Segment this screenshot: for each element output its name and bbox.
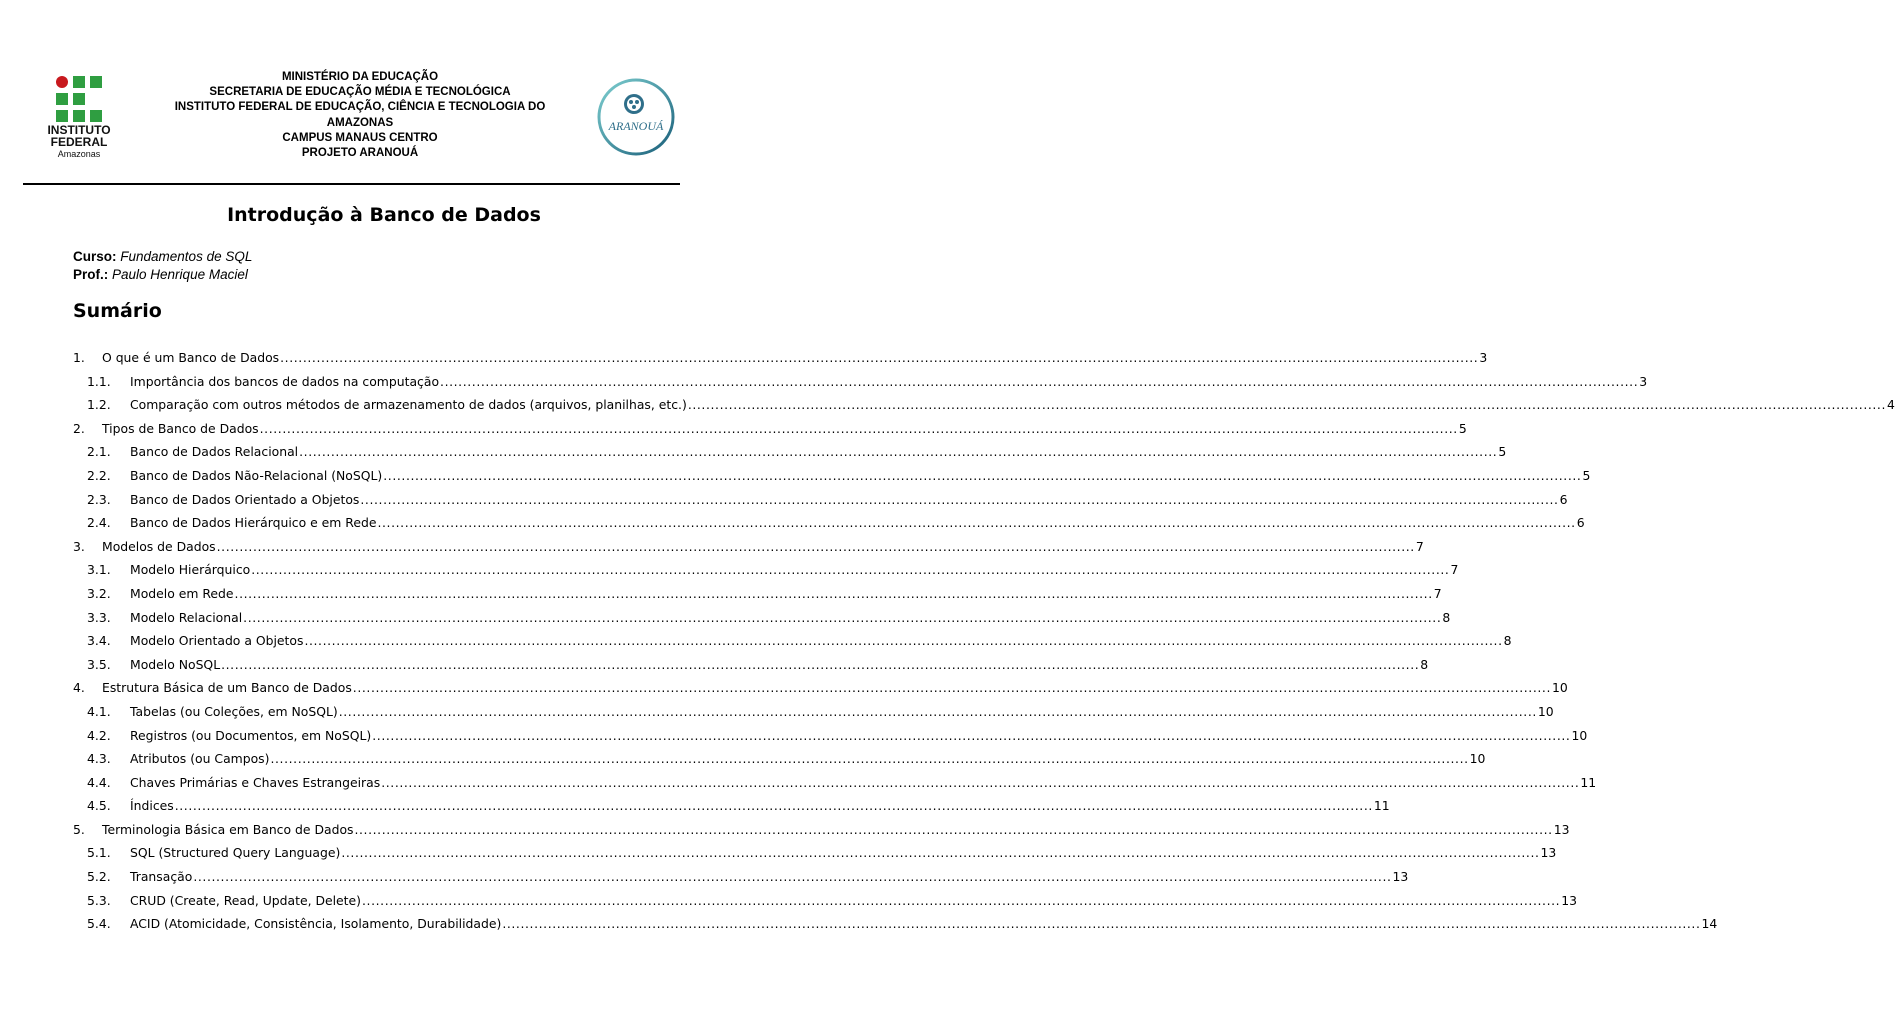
heading-line: SECRETARIA DE EDUCAÇÃO MÉDIA E TECNOLÓGICA	[209, 86, 511, 99]
toc-entry-page: 8	[1442, 609, 1451, 625]
toc-entry-page: 10	[1469, 751, 1486, 767]
toc-leader-dots	[235, 586, 1433, 601]
toc-entry[interactable]	[73, 585, 1442, 610]
toc-entry[interactable]	[73, 751, 1486, 775]
toc-entry-number: 4.2.	[87, 727, 111, 743]
toc-leader-dots	[372, 728, 1570, 743]
toc-entry-number: 1.	[73, 350, 85, 365]
toc-entry-page: 3	[1639, 373, 1648, 389]
toc-leader-dots	[377, 515, 1575, 530]
course-info	[73, 248, 252, 284]
course-line	[73, 248, 252, 266]
toc-entry-number: 3.	[73, 538, 85, 554]
toc-entry-label: SQL (Structured Query Language)	[130, 845, 341, 861]
toc-leader-dots	[362, 893, 1560, 908]
toc-entry-page: 5	[1458, 420, 1467, 436]
toc-entry-page: 6	[1576, 515, 1585, 531]
toc-entry[interactable]	[73, 633, 1512, 657]
toc-leader-dots	[440, 374, 1638, 389]
toc-leader-dots	[502, 916, 1700, 931]
toc-leader-dots	[175, 798, 1373, 813]
toc-entry[interactable]	[73, 869, 1409, 893]
heading-line: INSTITUTO FEDERAL DE EDUCAÇÃO, CIÊNCIA E TECNOLOGIA DO	[174, 101, 546, 114]
toc-entry-label: Atributos (ou Campos)	[130, 751, 270, 767]
toc-entry-page: 13	[1540, 845, 1557, 861]
toc-entry-number: 3.3.	[87, 609, 111, 625]
professor-value: Paulo Henrique Maciel	[112, 267, 248, 282]
toc-entry-number: 4.4.	[87, 774, 111, 790]
toc-entry[interactable]	[73, 397, 1895, 421]
document-header	[0, 0, 768, 185]
toc-entry-number: 4.1.	[87, 703, 111, 719]
toc-entry-label: Terminologia Básica em Banco de Dados	[102, 821, 354, 837]
toc-entry[interactable]	[73, 656, 1429, 681]
header-divider	[23, 183, 680, 185]
toc-entry-page: 7	[1415, 538, 1424, 554]
toc-entry-number: 4.3.	[87, 751, 111, 767]
toc-entry-label: Modelo em Rede	[130, 585, 234, 601]
toc-entry-page: 7	[1433, 585, 1442, 601]
toc-leader-dots	[383, 468, 1581, 483]
toc-entry-number: 5.4.	[87, 916, 111, 932]
toc-entry-page: 5	[1582, 467, 1591, 483]
toc-entry-page: 8	[1503, 633, 1512, 649]
toc-entry-page: 7	[1450, 562, 1459, 578]
toc-entry-label: Índices	[130, 798, 174, 814]
toc-entry-label: Banco de Dados Relacional	[130, 444, 299, 460]
toc-leader-dots	[299, 444, 1497, 459]
toc-entry-page: 10	[1537, 703, 1554, 719]
toc-entry[interactable]	[73, 916, 1718, 940]
heading-line: AMAZONAS	[326, 116, 394, 129]
toc-entry-label: Banco de Dados Hierárquico e em Rede	[130, 515, 377, 531]
toc-entry-page: 14	[1701, 916, 1718, 932]
toc-entry[interactable]	[73, 821, 1570, 846]
document-title: Introdução à Banco de Dados	[227, 204, 541, 226]
toc-entry-page: 8	[1420, 656, 1429, 672]
toc-entry[interactable]	[73, 609, 1451, 634]
toc-entry[interactable]	[73, 798, 1390, 822]
toc-entry-label: Registros (ou Documentos, em NoSQL)	[130, 727, 372, 743]
toc-leader-dots	[193, 869, 1391, 884]
toc-entry-number: 4.5.	[87, 798, 111, 814]
toc-leader-dots	[688, 397, 1886, 412]
toc-entry-label: Tipos de Banco de Dados	[102, 420, 259, 436]
if-logo-grid-icon	[56, 76, 102, 122]
toc-leader-dots	[341, 845, 1539, 860]
toc-entry-number: 3.5.	[87, 656, 111, 672]
aranoua-logo-text: ARANOUÁ	[608, 119, 664, 133]
toc-entry[interactable]	[73, 703, 1554, 728]
toc-leader-dots	[304, 633, 1502, 648]
toc-entry-label: ACID (Atomicidade, Consistência, Isolamento, Durabilidade)	[130, 916, 502, 932]
toc-entry-label: Comparação com outros métodos de armazenamento de dados (arquivos, planilhas, etc.)	[130, 397, 687, 413]
toc-entry-label: Estrutura Básica de um Banco de Dados	[102, 680, 352, 696]
toc-entry-label: Tabelas (ou Coleções, em NoSQL)	[130, 703, 338, 719]
toc-leader-dots	[360, 492, 1558, 507]
heading-line: MINISTÉRIO DA EDUCAÇÃO	[281, 71, 439, 83]
toc-entry-label: Transação	[130, 869, 193, 885]
toc-entry-number: 5.3.	[87, 892, 111, 908]
toc-leader-dots	[381, 775, 1579, 790]
toc-entry-page: 3	[1479, 350, 1488, 365]
if-logo-line3: Amazonas	[57, 149, 101, 159]
toc-entry[interactable]	[73, 373, 1648, 398]
toc-entry[interactable]	[73, 538, 1424, 563]
toc-entry-label: Modelo Hierárquico	[130, 562, 251, 578]
heading-line: PROJETO ARANOUÁ	[301, 147, 419, 160]
toc-entry-number: 2.2.	[87, 467, 111, 483]
toc-entry-label: Chaves Primárias e Chaves Estrangeiras	[130, 774, 381, 790]
toc-entry[interactable]	[73, 892, 1577, 917]
heading-line: CAMPUS MANAUS CENTRO	[282, 131, 438, 144]
toc-entry[interactable]	[73, 350, 1488, 374]
toc-entry-number: 3.4.	[87, 633, 111, 649]
toc-leader-dots	[353, 680, 1551, 695]
toc-leader-dots	[243, 610, 1441, 625]
professor-line	[73, 266, 252, 284]
instituto-federal-logo	[36, 76, 122, 158]
toc-entry[interactable]	[73, 562, 1459, 586]
professor-label: Prof.:	[73, 267, 109, 282]
toc-entry-page: 6	[1559, 491, 1568, 507]
course-value: Fundamentos de SQL	[120, 249, 253, 264]
toc-entry-number: 2.1.	[87, 444, 111, 460]
toc-entry-label: Modelos de Dados	[102, 538, 216, 554]
toc-entry-label: Importância dos bancos de dados na computação	[130, 373, 440, 389]
toc-entry[interactable]	[73, 420, 1467, 445]
toc-leader-dots	[221, 657, 1419, 672]
toc-entry-page: 10	[1571, 727, 1588, 743]
toc-entry-number: 1.1.	[87, 373, 111, 389]
table-of-contents	[73, 350, 1895, 940]
toc-entry[interactable]	[73, 515, 1585, 539]
toc-entry-number: 5.1.	[87, 845, 111, 861]
toc-leader-dots	[217, 539, 1415, 554]
toc-entry-page: 5	[1498, 444, 1507, 460]
summary-heading: Sumário	[73, 300, 162, 322]
toc-entry-page: 11	[1373, 798, 1390, 814]
toc-entry-label: Modelo Relacional	[130, 609, 243, 625]
toc-leader-dots	[339, 704, 1537, 719]
toc-entry[interactable]	[73, 467, 1591, 492]
toc-entry-label: Modelo NoSQL	[130, 656, 221, 672]
toc-entry-label: CRUD (Create, Read, Update, Delete)	[130, 892, 361, 908]
toc-entry-number: 2.	[73, 420, 85, 436]
toc-entry-page: 13	[1561, 892, 1577, 908]
toc-leader-dots	[354, 822, 1552, 837]
toc-entry-page: 4	[1887, 397, 1895, 413]
toc-leader-dots	[280, 350, 1478, 365]
toc-entry-label: O que é um Banco de Dados	[102, 350, 280, 365]
toc-entry-number: 4.	[73, 680, 85, 696]
toc-entry-number: 1.2.	[87, 397, 111, 413]
toc-entry-page: 13	[1553, 821, 1570, 837]
toc-entry[interactable]	[73, 727, 1588, 752]
if-logo-line2: FEDERAL	[50, 135, 108, 149]
toc-entry-page: 11	[1580, 774, 1597, 790]
toc-entry-number: 5.2.	[87, 869, 111, 885]
toc-entry[interactable]	[73, 774, 1597, 799]
toc-entry[interactable]	[73, 680, 1568, 704]
toc-leader-dots	[270, 751, 1468, 766]
institution-heading	[160, 70, 560, 161]
toc-entry-number: 2.3.	[87, 491, 111, 507]
toc-entry-label: Banco de Dados Não-Relacional (NoSQL)	[130, 467, 383, 483]
toc-entry-number: 5.	[73, 821, 85, 837]
toc-entry-number: 3.2.	[87, 585, 111, 601]
toc-leader-dots	[251, 562, 1449, 577]
toc-entry-label: Banco de Dados Orientado a Objetos	[130, 491, 360, 507]
toc-entry[interactable]	[73, 845, 1557, 869]
toc-entry-number: 2.4.	[87, 515, 111, 531]
toc-entry[interactable]	[73, 491, 1568, 516]
toc-entry[interactable]	[73, 444, 1507, 468]
course-label: Curso:	[73, 249, 117, 264]
toc-entry-page: 13	[1392, 869, 1409, 885]
toc-leader-dots	[260, 421, 1458, 436]
toc-entry-number: 3.1.	[87, 562, 111, 578]
toc-entry-page: 10	[1552, 680, 1568, 696]
aranoua-logo	[596, 78, 676, 156]
if-logo-line1: INSTITUTO	[47, 123, 111, 137]
toc-entry-label: Modelo Orientado a Objetos	[130, 633, 304, 649]
